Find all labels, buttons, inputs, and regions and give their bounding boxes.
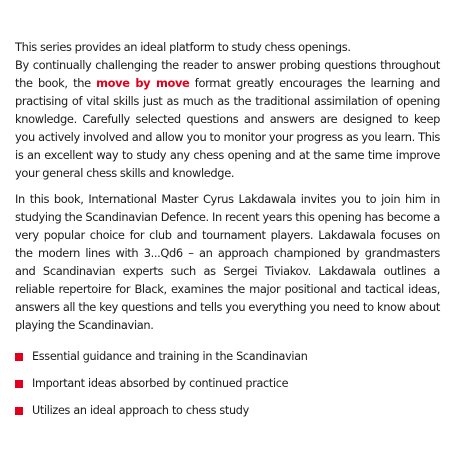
feature-list [15, 348, 440, 420]
red-square-bullet-icon [15, 380, 23, 388]
feature-item [15, 348, 440, 366]
intro-line-1: This series provides an ideal platform to study chess openings. [15, 40, 351, 54]
intro-text-after: format greatly encourages the learning and practising of vital skills just as much as the traditional assimilation of opening knowledge. Carefully selected questions and answers are designed to keep you actively involved and allow you to monitor your progress as you learn. This is an excellent way to study any chess opening and at the same time improve your general chess skills and knowledge. [15, 76, 440, 180]
feature-item [15, 402, 440, 420]
intro-paragraph [15, 38, 440, 182]
back-cover-text [15, 38, 440, 429]
feature-text: Utilizes an ideal approach to chess study [32, 404, 249, 417]
intro-text-before: By continually challenging the reader to answer probing questions throughout the book, the [15, 58, 440, 90]
feature-text: Important ideas absorbed by continued practice [32, 377, 289, 390]
red-square-bullet-icon [15, 407, 23, 415]
feature-text: Essential guidance and training in the Scandinavian [32, 350, 308, 363]
red-square-bullet-icon [15, 353, 23, 361]
move-by-move-highlight: move by move [96, 76, 190, 90]
feature-item [15, 375, 440, 393]
body-paragraph: In this book, International Master Cyrus Lakdawala invites you to join him in studying the Scandinavian Defence. In recent years this opening has become a very popular choice for club and tournament players. Lakdawala focuses on the modern lines with 3...Qd6 – an approach championed by grandmasters and Scandinavian experts such as Sergei Tiviakov. Lakdawala outlines a reliable repertoire for Black, examines the major positional and tactical ideas, answers all the key questions and tells you everything you need to know about playing the Scandinavian. [15, 192, 440, 332]
